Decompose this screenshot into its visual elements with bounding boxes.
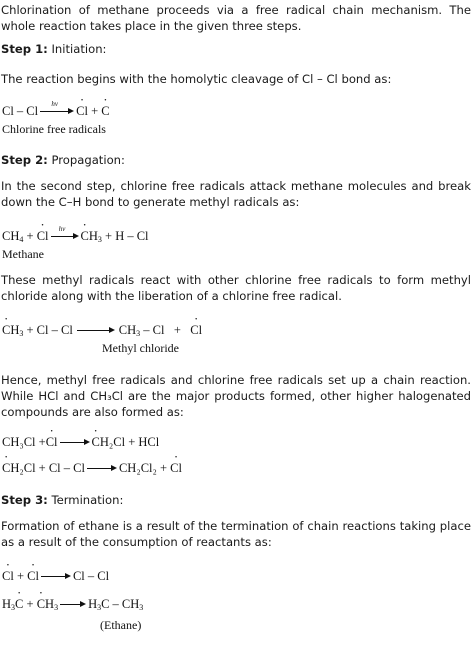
step2-eq2-prod-a: CH — [118, 323, 137, 337]
step2-paragraph-2: These methyl radicals react with other chlorine free radicals to form methyl chloride along with the liberation of a chlorine free radical. — [1, 273, 471, 303]
step3-eq1-prod: Cl – Cl — [72, 569, 110, 583]
step3-eq2-c2: · C — [37, 596, 45, 612]
step2-eq1-over: hv — [58, 225, 66, 234]
step2-eq2-cl: · Cl — [190, 322, 202, 338]
step3-eq1-plus: + — [16, 569, 24, 583]
step1-label: Step 1: — [1, 42, 48, 56]
step3-eq2-plus: + — [26, 597, 34, 611]
step3-eq2-sub2: 3 — [54, 603, 59, 612]
step3-title: Termination: — [51, 493, 124, 507]
step2-eq3-lhs: CH₃Cl + — [2, 435, 46, 449]
step2-caption-1: Methane — [2, 247, 44, 261]
step2-equation-3 — [2, 434, 159, 450]
step1-caption: Chlorine free radicals — [2, 122, 106, 136]
step2-eq2-h: H — [10, 323, 20, 337]
step2-eq1-prod-h: H — [88, 229, 98, 243]
step2-eq2-prod-sub: 3 — [136, 329, 141, 338]
step2-paragraph: In the second step, chlorine free radicals attack methane molecules and break down the C–H bond to generate methyl radicals as: — [1, 179, 471, 209]
step2-eq4-c: · C — [2, 460, 10, 476]
reaction-arrow-icon — [60, 438, 90, 448]
step3-eq2-prod-sub2: 3 — [139, 603, 144, 612]
step1-eq-p2: · C — [101, 103, 109, 119]
step3-equation-1 — [2, 568, 109, 584]
step2-eq2-plus: + — [173, 323, 181, 337]
step1-eq-plus: + — [91, 104, 99, 118]
step3-eq2-h: H — [2, 597, 12, 611]
step1-eq-lhs: Cl – Cl — [2, 104, 39, 118]
step2-eq2-prod-b: – Cl — [143, 323, 165, 337]
step2-heading — [1, 152, 125, 168]
step3-heading — [1, 492, 123, 508]
step2-eq4-cl: · Cl — [170, 460, 182, 476]
step2-title: Propagation: — [51, 153, 125, 167]
step1-equation — [2, 100, 110, 119]
step3-equation-2 — [2, 596, 143, 612]
step2-eq2-c: · C — [2, 322, 10, 338]
step2-eq1-hcl: H – Cl — [115, 229, 149, 243]
step3-eq2-h2: H — [45, 597, 55, 611]
step2-eq1-ch: CH — [2, 229, 20, 243]
reaction-arrow-icon — [51, 225, 79, 242]
step2-eq1-prod-sub: 3 — [97, 235, 102, 244]
step1-eq-over: hv — [51, 100, 58, 109]
step3-label: Step 3: — [1, 493, 48, 507]
step2-eq2-h-sub: 3 — [19, 329, 24, 338]
step3-eq1-cl1: · Cl — [2, 568, 14, 584]
step2-eq1-cl: · Cl — [37, 228, 49, 244]
reaction-arrow-icon — [87, 464, 117, 474]
step1-title: Initiation: — [51, 42, 107, 56]
step1-paragraph: The reaction begins with the homolytic cleavage of Cl – Cl bond as: — [1, 72, 392, 86]
reaction-arrow-icon — [40, 100, 74, 117]
step2-equation-2 — [2, 322, 202, 338]
reaction-arrow-icon — [60, 600, 86, 610]
step3-eq2-prod-sub1: 3 — [97, 603, 102, 612]
step2-eq2-rest: + Cl – Cl — [26, 323, 73, 337]
step1-eq-p1: · Cl — [76, 103, 88, 119]
step2-eq1-plus2: + — [105, 229, 113, 243]
step3-eq2-c1: · C — [15, 596, 23, 612]
step3-caption: (Ethane) — [100, 618, 142, 632]
step2-eq3-prod-rest: H₂Cl + HCl — [99, 435, 160, 449]
step2-eq1-plus1: + — [26, 229, 34, 243]
step1-heading — [1, 41, 106, 57]
step2-label: Step 2: — [1, 153, 48, 167]
step2-eq4-prod: CH₂Cl₂ + — [118, 461, 168, 475]
step2-eq3-prod-c: · C — [92, 434, 100, 450]
step2-paragraph-3: Hence, methyl free radicals and chlorine free radicals set up a chain reaction. While HCl and CH₃Cl are the major products formed, other higher halogenated compounds are also formed as: — [1, 373, 471, 419]
step3-eq2-prod-b: C – CH — [101, 597, 140, 611]
step2-caption-2: Methyl chloride — [102, 341, 179, 355]
step3-eq1-cl2: · Cl — [27, 568, 39, 584]
step3-eq2-sub1: 3 — [11, 603, 16, 612]
intro-paragraph: Chlorination of methane proceeds via a free radical chain mechanism. The whole reaction takes place in the given three steps. — [1, 3, 471, 33]
step2-eq1-prod-c: · C — [81, 228, 89, 244]
step2-eq3-cl: · Cl — [46, 434, 58, 450]
step2-equation-4 — [2, 460, 182, 476]
reaction-arrow-icon — [77, 326, 115, 336]
step2-eq1-ch-sub: 4 — [19, 235, 24, 244]
step2-eq4-lhs-rest: H₂Cl + Cl – Cl — [10, 461, 85, 475]
step3-eq2-prod-a: H — [88, 597, 98, 611]
reaction-arrow-icon — [41, 572, 71, 582]
step2-equation-1 — [2, 225, 149, 244]
step3-paragraph: Formation of ethane is a result of the termination of chain reactions taking place as a result of the consumption of reactants as: — [1, 519, 471, 549]
